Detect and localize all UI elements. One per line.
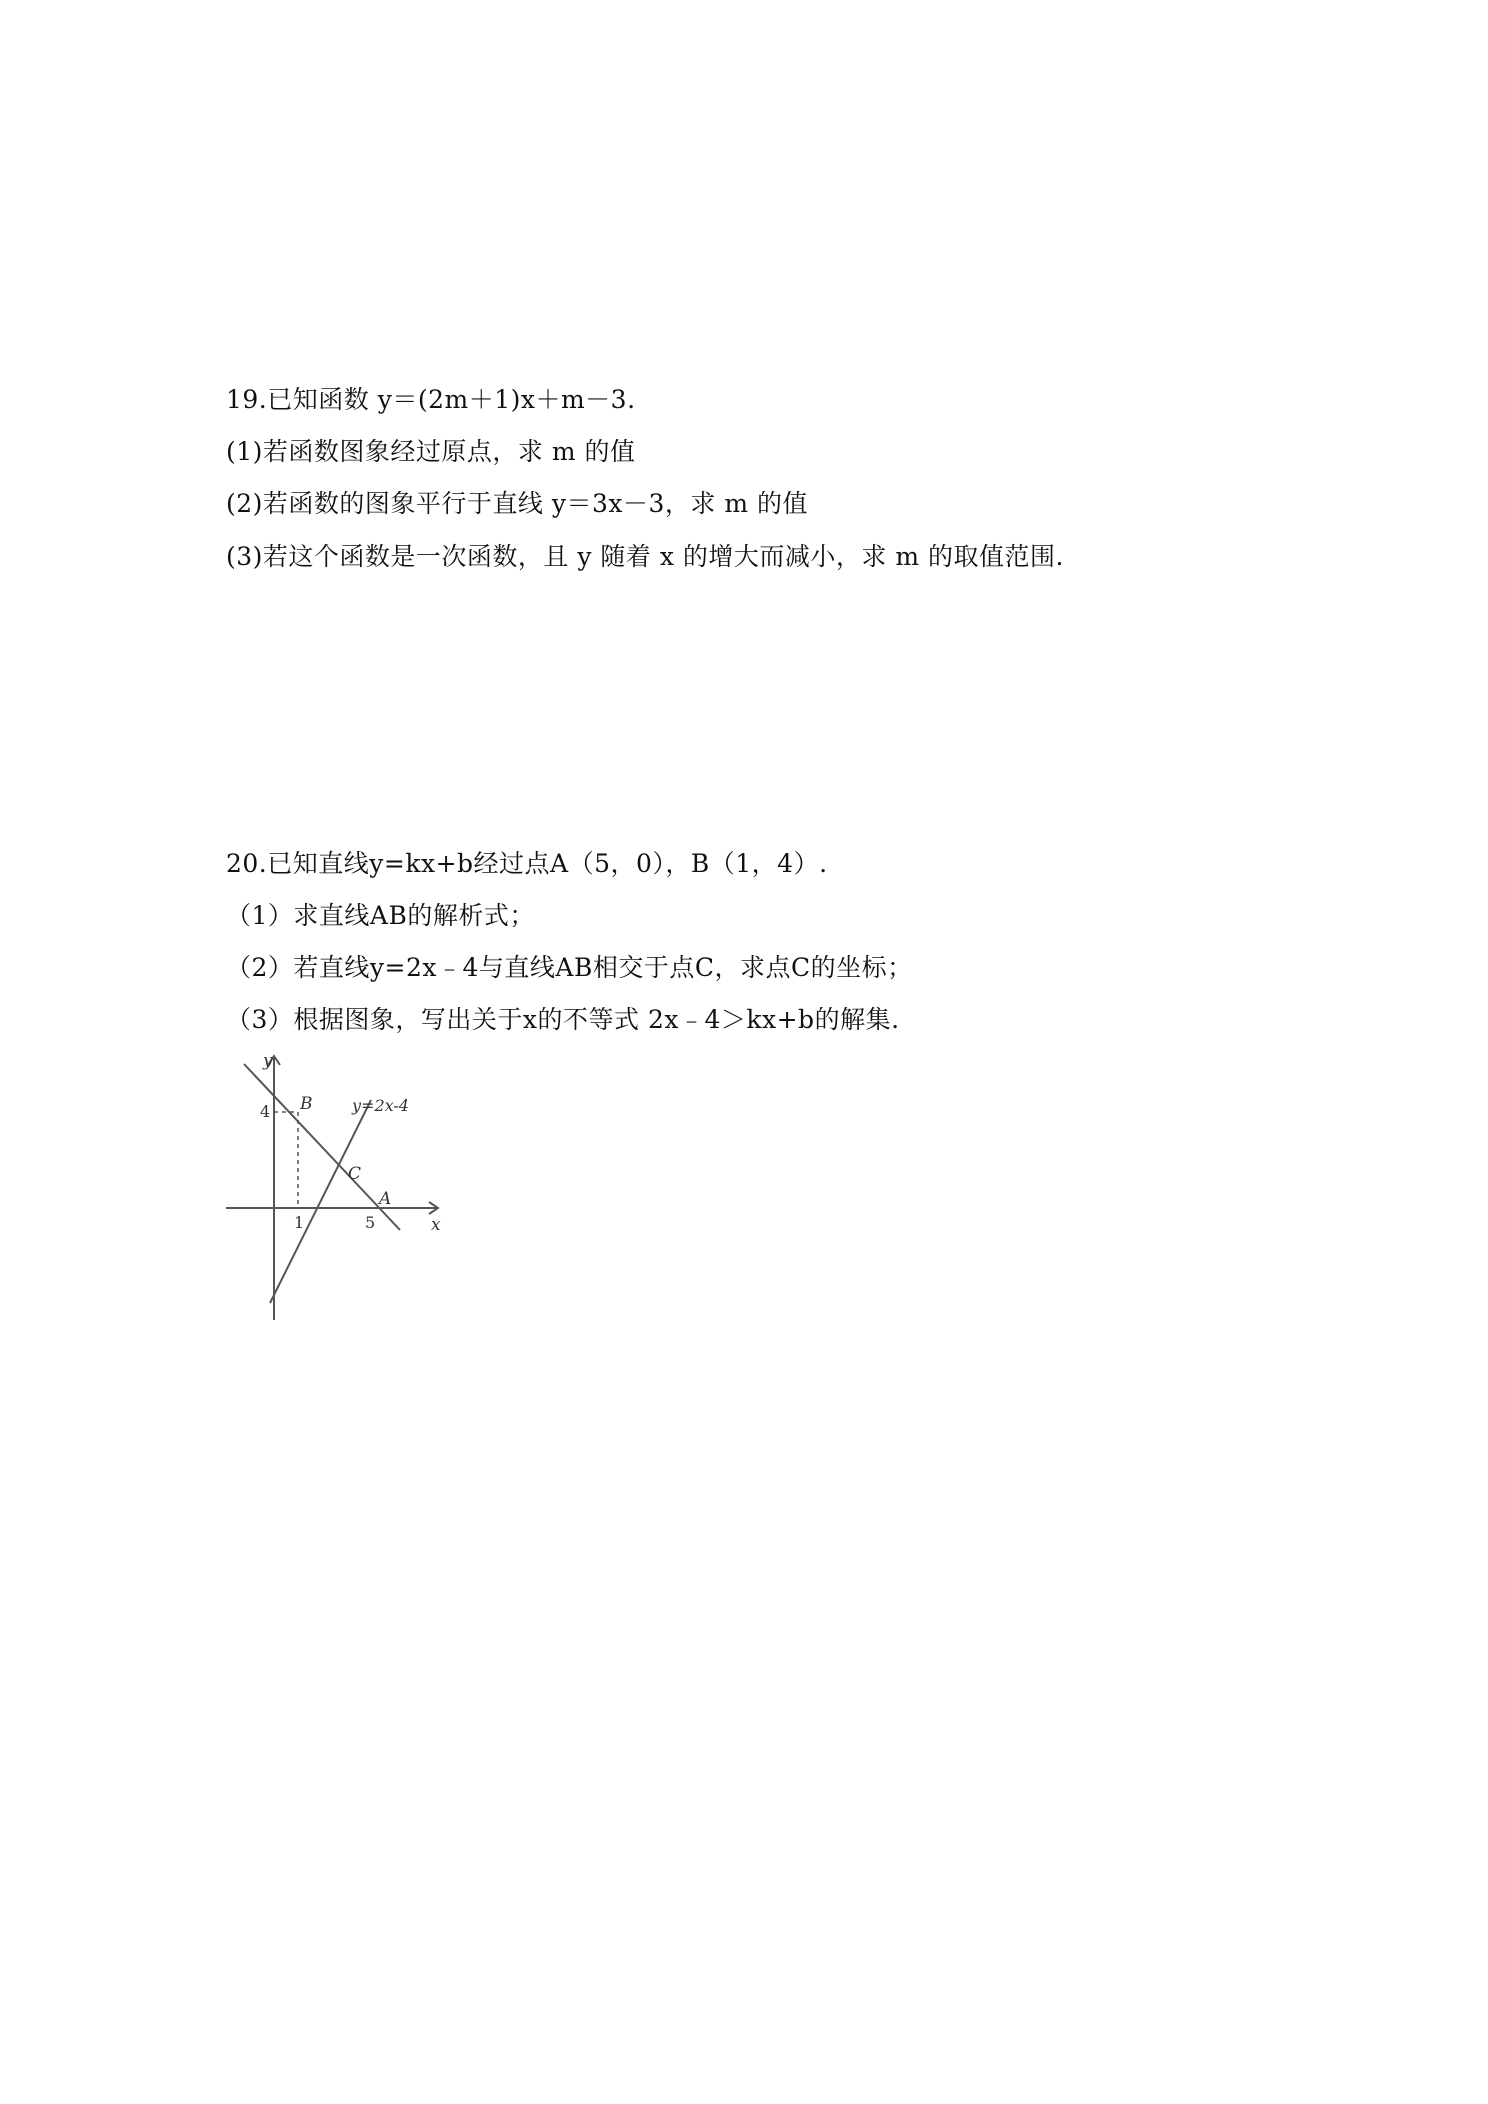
problem-20-title: 20.已知直线y=kx+b经过点A（5，0），B（1，4）. <box>226 849 828 878</box>
problem-19-part-3: (3)若这个函数是一次函数，且 y 随着 x 的增大而减小，求 m 的取值范围. <box>226 542 1064 571</box>
point-c-label: C <box>348 1164 362 1184</box>
tick-x-5: 5 <box>365 1213 376 1232</box>
problem-20-part-3: （3）根据图象，写出关于x的不等式 2x﹣4＞kx+b的解集. <box>226 1005 900 1034</box>
point-b-label: B <box>300 1094 313 1114</box>
axis-y-label: y <box>263 1051 273 1071</box>
problem-20-part-1: （1）求直线AB的解析式； <box>226 901 535 930</box>
line-equation-label: y=2x-4 <box>352 1096 409 1115</box>
axis-x-label: x <box>431 1215 441 1235</box>
problem-20-part-2: （2）若直线y=2x﹣4与直线AB相交于点C，求点C的坐标； <box>226 953 913 982</box>
problem-19-title: 19.已知函数 y＝(2m＋1)x＋m－3. <box>226 385 636 414</box>
coordinate-figure <box>226 1048 444 1320</box>
tick-x-1: 1 <box>294 1213 305 1232</box>
problem-19-part-1: (1)若函数图象经过原点，求 m 的值 <box>226 437 636 466</box>
point-a-label: A <box>379 1189 392 1209</box>
figure-background <box>226 1048 444 1320</box>
tick-y-4: 4 <box>260 1102 271 1121</box>
problem-19-part-2: (2)若函数的图象平行于直线 y＝3x－3，求 m 的值 <box>226 489 808 518</box>
